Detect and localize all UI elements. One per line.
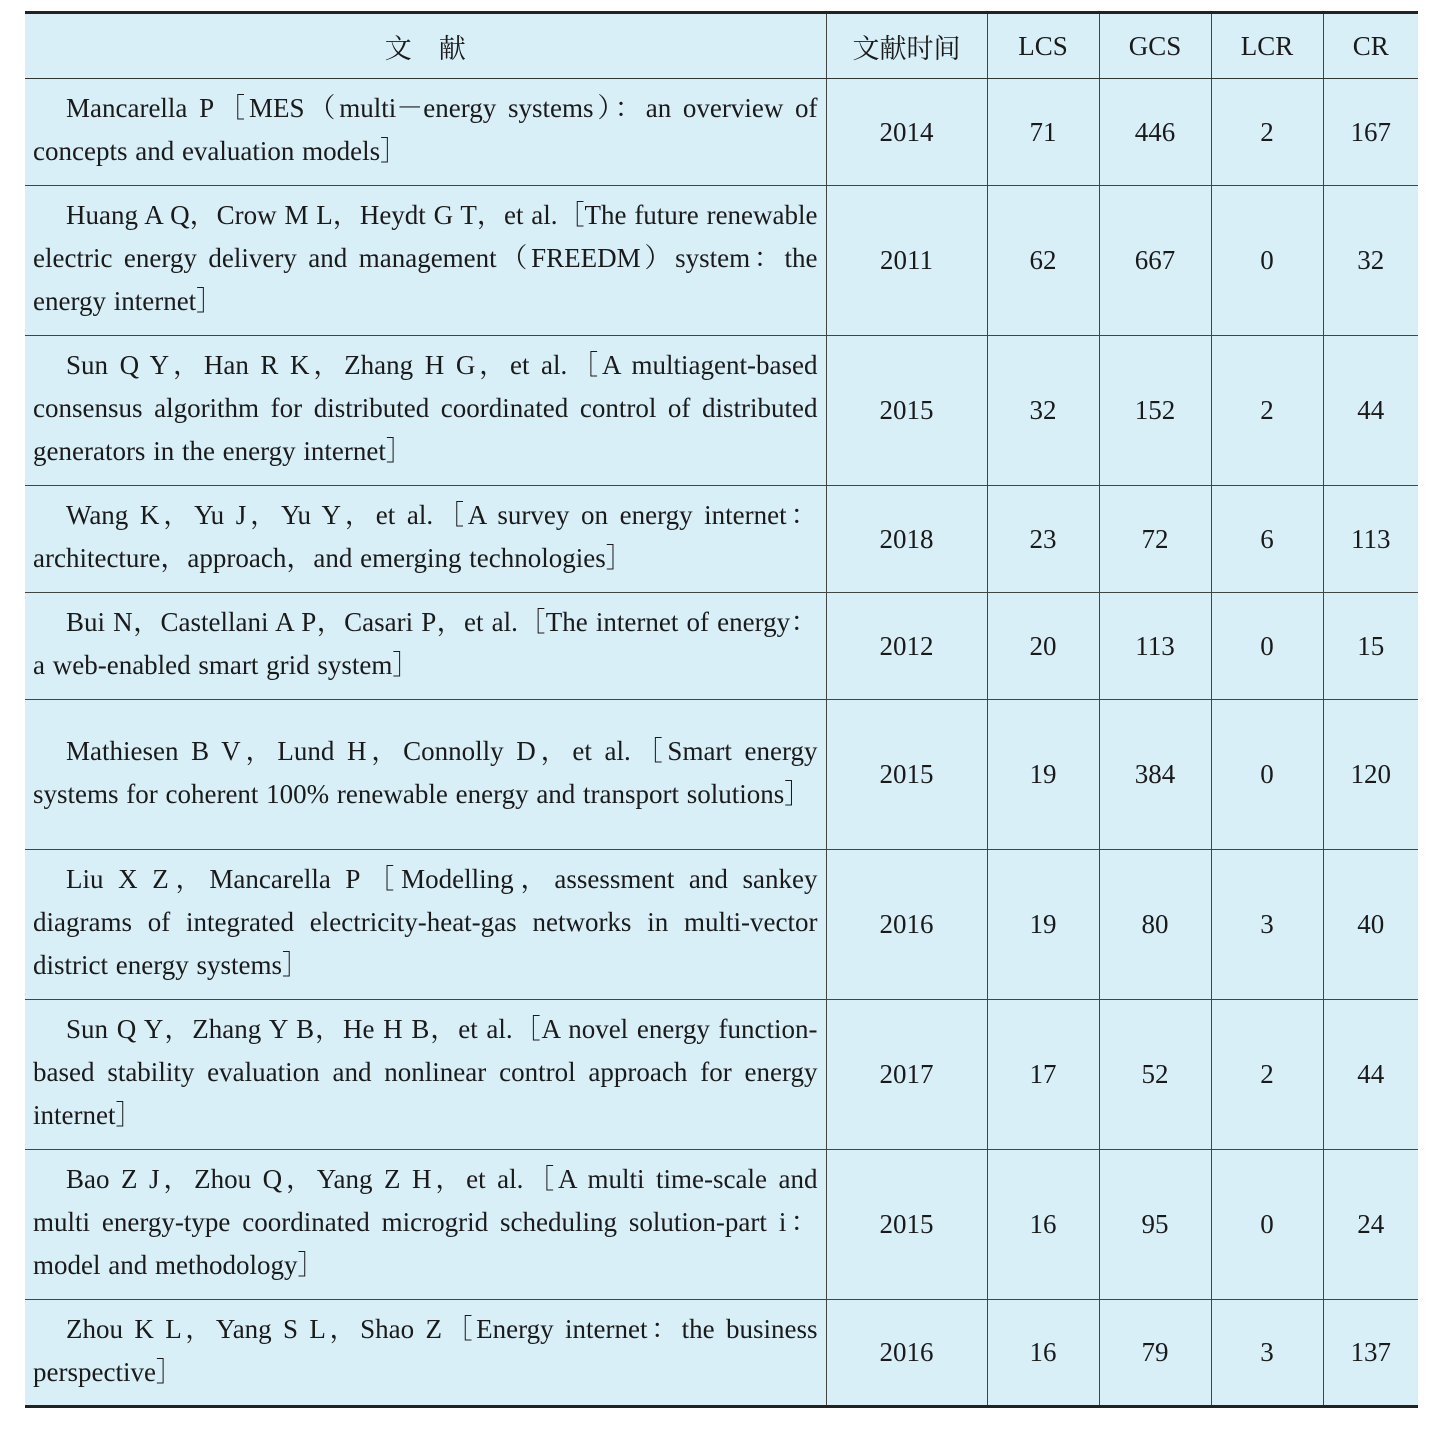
header-cr: CR <box>1323 13 1418 79</box>
lcr-cell: 2 <box>1211 79 1323 186</box>
header-row <box>25 13 1418 79</box>
gcs-cell: 152 <box>1099 336 1211 486</box>
cr-cell: 15 <box>1323 593 1418 700</box>
reference-cell: Sun Q Y，Zhang Y B，He H B，et al.［A novel energy function-based stability evaluation and nonlinear control approach for energy internet］ <box>25 1000 826 1150</box>
year-cell: 2015 <box>826 700 987 850</box>
gcs-cell: 72 <box>1099 486 1211 593</box>
header-reference: 文 献 <box>25 13 826 79</box>
citation-table <box>25 11 1418 1408</box>
lcr-cell: 0 <box>1211 186 1323 336</box>
table-row <box>25 1150 1418 1300</box>
reference-cell: Bao Z J，Zhou Q，Yang Z H，et al.［A multi time-scale and multi energy-type coordinated microgrid scheduling solution-part i：model and methodology］ <box>25 1150 826 1300</box>
table-row <box>25 700 1418 850</box>
table-row <box>25 486 1418 593</box>
table-row <box>25 1000 1418 1150</box>
lcs-cell: 19 <box>987 850 1099 1000</box>
lcr-cell: 2 <box>1211 336 1323 486</box>
lcr-cell: 2 <box>1211 1000 1323 1150</box>
reference-cell: Bui N，Castellani A P，Casari P，et al.［The internet of energy：a web-enabled smart grid system］ <box>25 593 826 700</box>
lcs-cell: 17 <box>987 1000 1099 1150</box>
cr-cell: 137 <box>1323 1300 1418 1407</box>
table-row <box>25 593 1418 700</box>
cr-cell: 44 <box>1323 1000 1418 1150</box>
year-cell: 2012 <box>826 593 987 700</box>
cr-cell: 167 <box>1323 79 1418 186</box>
gcs-cell: 79 <box>1099 1300 1211 1407</box>
lcs-cell: 19 <box>987 700 1099 850</box>
lcs-cell: 71 <box>987 79 1099 186</box>
gcs-cell: 52 <box>1099 1000 1211 1150</box>
lcr-cell: 3 <box>1211 1300 1323 1407</box>
cr-cell: 40 <box>1323 850 1418 1000</box>
year-cell: 2014 <box>826 79 987 186</box>
lcr-cell: 0 <box>1211 700 1323 850</box>
gcs-cell: 113 <box>1099 593 1211 700</box>
cr-cell: 113 <box>1323 486 1418 593</box>
year-cell: 2015 <box>826 336 987 486</box>
lcr-cell: 0 <box>1211 593 1323 700</box>
reference-cell: Sun Q Y，Han R K，Zhang H G，et al.［A multiagent-based consensus algorithm for distributed coordinated control of distributed generators in the energy internet］ <box>25 336 826 486</box>
cr-cell: 24 <box>1323 1150 1418 1300</box>
header-gcs: GCS <box>1099 13 1211 79</box>
table-row <box>25 336 1418 486</box>
reference-cell: Liu X Z，Mancarella P［Modelling，assessment and sankey diagrams of integrated electricity-heat-gas networks in multi-vector district energy systems］ <box>25 850 826 1000</box>
lcs-cell: 62 <box>987 186 1099 336</box>
lcs-cell: 16 <box>987 1150 1099 1300</box>
citation-table-container <box>25 11 1418 1408</box>
reference-cell: Zhou K L，Yang S L，Shao Z［Energy internet：the business perspective］ <box>25 1300 826 1407</box>
reference-cell: Mathiesen B V，Lund H，Connolly D，et al.［Smart energy systems for coherent 100% renewable energy and transport solutions］ <box>25 700 826 850</box>
header-lcr: LCR <box>1211 13 1323 79</box>
gcs-cell: 384 <box>1099 700 1211 850</box>
reference-cell: Huang A Q，Crow M L，Heydt G T，et al.［The future renewable electric energy delivery and management（FREEDM）system：the energy internet］ <box>25 186 826 336</box>
lcr-cell: 0 <box>1211 1150 1323 1300</box>
year-cell: 2018 <box>826 486 987 593</box>
lcs-cell: 23 <box>987 486 1099 593</box>
gcs-cell: 80 <box>1099 850 1211 1000</box>
gcs-cell: 446 <box>1099 79 1211 186</box>
lcs-cell: 32 <box>987 336 1099 486</box>
table-row <box>25 1300 1418 1407</box>
year-cell: 2016 <box>826 1300 987 1407</box>
lcs-cell: 16 <box>987 1300 1099 1407</box>
table-row <box>25 79 1418 186</box>
cr-cell: 120 <box>1323 700 1418 850</box>
gcs-cell: 667 <box>1099 186 1211 336</box>
lcs-cell: 20 <box>987 593 1099 700</box>
cr-cell: 32 <box>1323 186 1418 336</box>
reference-cell: Mancarella P［MES（multi－energy systems）：an overview of concepts and evaluation models］ <box>25 79 826 186</box>
header-lcs: LCS <box>987 13 1099 79</box>
reference-cell: Wang K，Yu J，Yu Y，et al.［A survey on energy internet：architecture，approach，and emerging technologies］ <box>25 486 826 593</box>
year-cell: 2017 <box>826 1000 987 1150</box>
gcs-cell: 95 <box>1099 1150 1211 1300</box>
header-year: 文献时间 <box>826 13 987 79</box>
lcr-cell: 6 <box>1211 486 1323 593</box>
year-cell: 2011 <box>826 186 987 336</box>
table-row <box>25 850 1418 1000</box>
cr-cell: 44 <box>1323 336 1418 486</box>
year-cell: 2016 <box>826 850 987 1000</box>
lcr-cell: 3 <box>1211 850 1323 1000</box>
table-row <box>25 186 1418 336</box>
year-cell: 2015 <box>826 1150 987 1300</box>
